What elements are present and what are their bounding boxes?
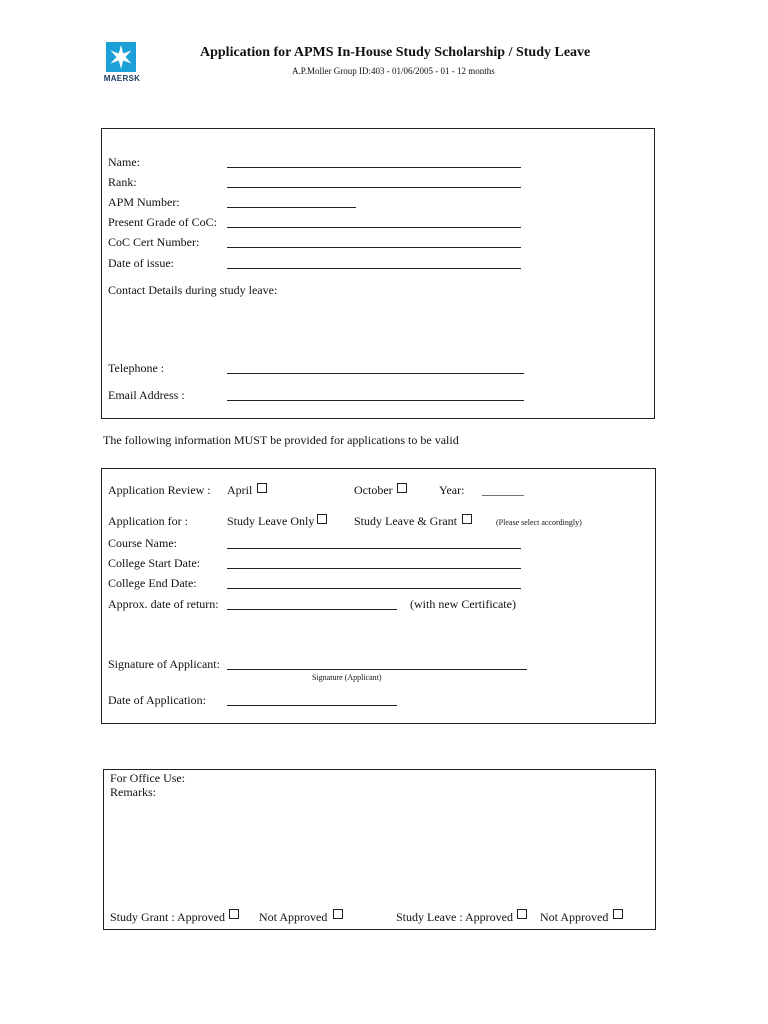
date-of-application-label: Date of Application: bbox=[108, 693, 206, 707]
study-leave-only-label: Study Leave Only bbox=[227, 514, 315, 528]
signature-label: Signature of Applicant: bbox=[108, 657, 220, 671]
contact-details-label: Contact Details during study leave: bbox=[108, 283, 278, 297]
email-label: Email Address : bbox=[108, 388, 185, 402]
return-date-label: Approx. date of return: bbox=[108, 597, 219, 611]
coc-cert-label: CoC Cert Number: bbox=[108, 235, 200, 249]
application-box bbox=[101, 468, 656, 724]
star-icon bbox=[106, 42, 136, 72]
email-field[interactable] bbox=[227, 400, 524, 401]
maersk-logo bbox=[98, 42, 146, 90]
study-leave-only-checkbox[interactable] bbox=[317, 514, 327, 524]
remarks-label: Remarks: bbox=[110, 785, 156, 799]
april-label: April bbox=[227, 483, 253, 497]
rank-label: Rank: bbox=[108, 175, 137, 189]
office-use-heading: For Office Use: bbox=[110, 771, 186, 785]
page-title: Application for APMS In-House Study Scholarship / Study Leave bbox=[200, 45, 591, 60]
april-checkbox[interactable] bbox=[257, 483, 267, 493]
leave-not-approved-checkbox[interactable] bbox=[613, 909, 623, 919]
study-leave-grant-label: Study Leave & Grant bbox=[354, 514, 457, 528]
leave-approved-checkbox[interactable] bbox=[517, 909, 527, 919]
apm-number-label: APM Number: bbox=[108, 195, 180, 209]
return-date-field[interactable] bbox=[227, 609, 397, 610]
signature-caption: Signature (Applicant) bbox=[312, 673, 382, 682]
logo-wordmark: MAERSK bbox=[103, 74, 141, 83]
date-of-issue-field[interactable] bbox=[227, 268, 521, 269]
signature-field[interactable] bbox=[227, 669, 527, 670]
college-start-field[interactable] bbox=[227, 568, 521, 569]
date-of-application-field[interactable] bbox=[227, 705, 397, 706]
rank-field[interactable] bbox=[227, 187, 521, 188]
name-field[interactable] bbox=[227, 167, 521, 168]
return-note: (with new Certificate) bbox=[410, 597, 516, 611]
course-name-field[interactable] bbox=[227, 548, 521, 549]
college-end-label: College End Date: bbox=[108, 576, 197, 590]
office-use-box bbox=[103, 769, 656, 930]
grant-approved-checkbox[interactable] bbox=[229, 909, 239, 919]
apm-number-field[interactable] bbox=[227, 207, 356, 208]
validity-notice: The following information MUST be provided for applications to be valid bbox=[103, 433, 459, 447]
telephone-label: Telephone : bbox=[108, 361, 165, 375]
application-for-label: Application for : bbox=[108, 514, 188, 528]
select-note: (Please select accordingly) bbox=[496, 518, 582, 527]
telephone-field[interactable] bbox=[227, 373, 524, 374]
leave-not-approved-label: Not Approved bbox=[540, 910, 609, 924]
date-of-issue-label: Date of issue: bbox=[108, 256, 174, 270]
personal-details-box bbox=[101, 128, 655, 419]
grant-not-approved-label: Not Approved bbox=[259, 910, 328, 924]
coc-grade-field[interactable] bbox=[227, 227, 521, 228]
october-checkbox[interactable] bbox=[397, 483, 407, 493]
year-label: Year: bbox=[439, 483, 465, 497]
college-start-label: College Start Date: bbox=[108, 556, 200, 570]
application-review-label: Application Review : bbox=[108, 483, 211, 497]
coc-cert-field[interactable] bbox=[227, 247, 521, 248]
coc-grade-label: Present Grade of CoC: bbox=[108, 215, 217, 229]
study-leave-grant-checkbox[interactable] bbox=[462, 514, 472, 524]
october-label: October bbox=[354, 483, 393, 497]
college-end-field[interactable] bbox=[227, 588, 521, 589]
grant-approved-label: Study Grant : Approved bbox=[110, 910, 225, 924]
page-subtitle: A.P.Moller Group ID:403 - 01/06/2005 - 01 - 12 months bbox=[292, 66, 495, 76]
grant-not-approved-checkbox[interactable] bbox=[333, 909, 343, 919]
leave-approved-label: Study Leave : Approved bbox=[396, 910, 513, 924]
name-label: Name: bbox=[108, 155, 140, 169]
course-name-label: Course Name: bbox=[108, 536, 177, 550]
year-field[interactable]: _______ bbox=[482, 483, 524, 497]
